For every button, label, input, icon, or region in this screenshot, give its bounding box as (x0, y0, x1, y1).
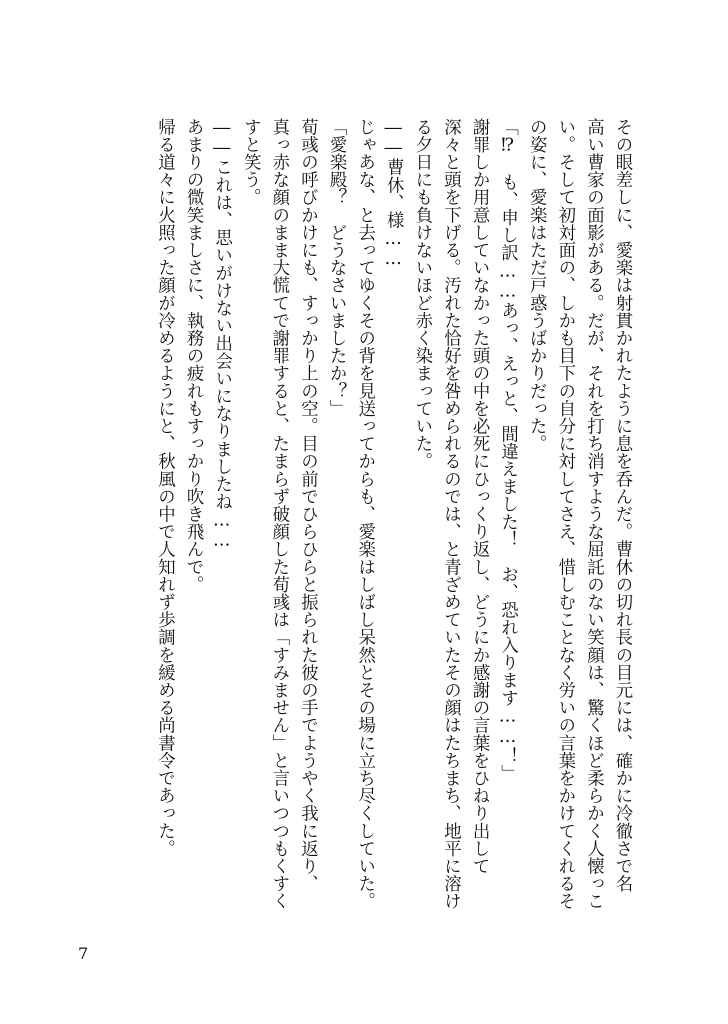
text-column: 帰る道々に火照った顔が冷めるようにと、秋風の中で人知れず歩調を緩める尚書令であった。 (154, 118, 175, 858)
text-column: の姿に、愛楽はただ戸惑うばかりだった。 (526, 118, 547, 453)
text-column: い。そして初対面の、しかも目下の自分に対してさえ、惜しむことなく労いの言葉をかけてくれるそ (554, 118, 575, 910)
text-column: ――曹休、様…… (383, 118, 404, 270)
text-column: あまりの微笑ましさに、執務の疲れもすっかり吹き飛んで。 (183, 118, 204, 594)
text-column: 荀彧の呼びかけにも、すっかり上の空。目の前でひらひらと振られた彼の手でようやく我に返り、 (297, 118, 318, 893)
text-column: 高い曹家の面影がある。だが、それを打ち消すような屈託のない笑顔は、驚くほど柔らかく人懐っこ (583, 118, 604, 910)
text-column: る夕日にも負けないほど赤く染まっていた。 (411, 118, 432, 470)
text-column: 真っ赤な顔のまま大慌てで謝罪すると、たまらず破顔した荀彧は「すみません」と言いつつもくすく (268, 118, 289, 910)
body-text (150, 118, 636, 908)
text-column: 謝罪しか用意していなかった頭の中を必死にひっくり返し、どうにか感謝の言葉をひねり出して (469, 118, 490, 875)
text-column: すと笑う。 (240, 118, 261, 206)
text-column: 深々と頭を下げる。汚れた恰好を咎められるのでは、と青ざめていたその顔はたちまち、地平に溶け (440, 118, 461, 910)
text-column: 「愛楽殿？ どうなさいましたか？」 (326, 118, 347, 418)
page-number: 7 (78, 944, 89, 963)
text-column: ――これは、思いがけない出会いになりましたね…… (211, 118, 232, 551)
text-column: じゃあな、と去ってゆくその背を見送ってからも、愛楽はしばし呆然とその場に立ち尽くしていた。 (354, 118, 375, 910)
text-column: 「⁉ も、申し訳……あっ、えっと、間違えました！ お、恐れ入ります……！」 (497, 118, 518, 783)
text-column: その眼差しに、愛楽は射貫かれたように息を呑んだ。曹休の切れ長の目元には、確かに冷徹さで名 (612, 118, 632, 893)
